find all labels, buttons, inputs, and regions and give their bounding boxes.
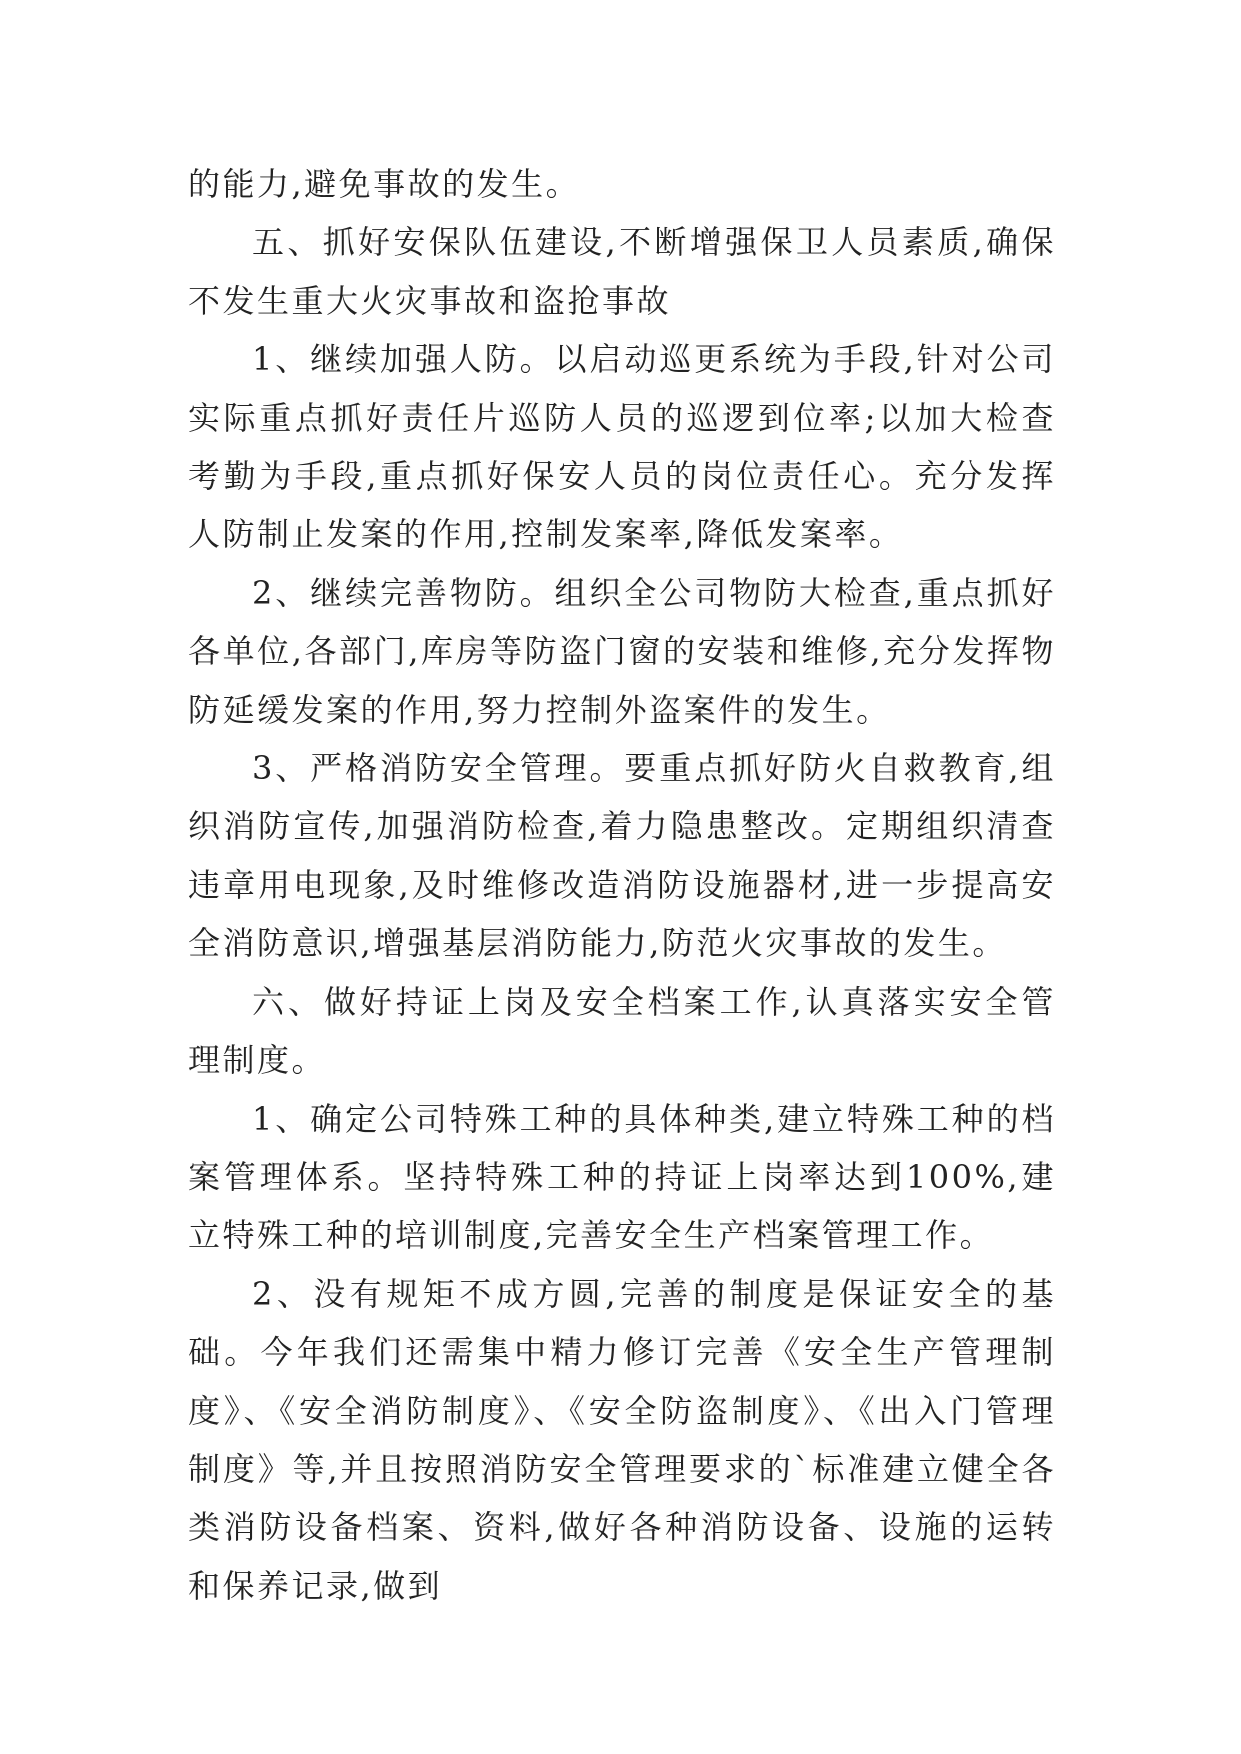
paragraph: 2、没有规矩不成方圆,完善的制度是保证安全的基础。今年我们还需集中精力修订完善《安全生产管理制度》、《安全消防制度》、《安全防盗制度》、《出入门管理制度》等,并且按照消防安全管理要求的`标准建立健全各类消防设备档案、资料,做好各种消防设备、设施的运转和保养记录,做到 <box>188 1274 1056 1605</box>
paragraph: 2、继续完善物防。组织全公司物防大检查,重点抓好各单位,各部门,库房等防盗门窗的安装和维修,充分发挥物防延缓发案的作用,努力控制外盗案件的发生。 <box>188 573 1056 729</box>
paragraph: 六、做好持证上岗及安全档案工作,认真落实安全管理制度。 <box>188 982 1056 1080</box>
paragraph: 五、抓好安保队伍建设,不断增强保卫人员素质,确保不发生重大火灾事故和盗抢事故 <box>188 223 1056 320</box>
paragraph: 3、严格消防安全管理。要重点抓好防火自救教育,组织消防宣传,加强消防检查,着力隐患整改。定期组织清查违章用电现象,及时维修改造消防设施器材,进一步提高安全消防意识,增强基层消防能力,防范火灾事故的发生。 <box>188 749 1056 963</box>
document-body <box>188 155 1056 1615</box>
paragraph: 1、确定公司特殊工种的具体种类,建立特殊工种的档案管理体系。坚持特殊工种的持证上岗率达到100%,建立特殊工种的培训制度,完善安全生产档案管理工作。 <box>188 1099 1056 1255</box>
paragraph: 1、继续加强人防。以启动巡更系统为手段,针对公司实际重点抓好责任片巡防人员的巡逻到位率;以加大检查考勤为手段,重点抓好保安人员的岗位责任心。充分发挥人防制止发案的作用,控制发案率,降低发案率。 <box>188 340 1056 554</box>
paragraph: 的能力,避免事故的发生。 <box>188 165 581 203</box>
